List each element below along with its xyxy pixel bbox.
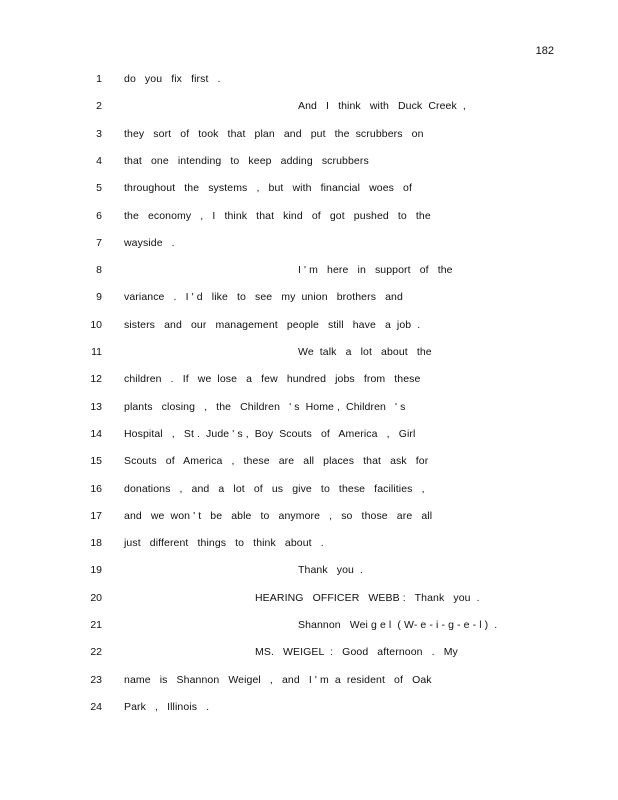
line-text: And I think with Duck Creek , (298, 100, 466, 113)
line-number: 13 (90, 400, 102, 413)
transcript-line (0, 179, 618, 197)
transcript-line (0, 370, 618, 388)
line-text: that one intending to keep adding scrubbers (124, 154, 369, 167)
line-number: 23 (90, 673, 102, 686)
line-number: 6 (96, 209, 102, 222)
transcript-line (0, 70, 618, 88)
transcript-line (0, 452, 618, 470)
line-text: they sort of took that plan and put the scrubbers on (124, 127, 424, 140)
line-text: plants closing , the Children ' s Home , Children ' s (124, 400, 406, 413)
line-text: throughout the systems , but with financial woes of (124, 182, 412, 195)
transcript-line (0, 425, 618, 443)
line-number: 15 (90, 455, 102, 468)
transcript-line (0, 561, 618, 579)
line-text: children . If we lose a few hundred jobs from these (124, 373, 421, 386)
transcript-line (0, 589, 618, 607)
line-number: 18 (90, 537, 102, 550)
line-number: 11 (91, 346, 102, 358)
line-number: 16 (90, 482, 102, 495)
transcript-line (0, 398, 618, 416)
line-number: 7 (96, 236, 102, 249)
line-number: 22 (90, 646, 102, 659)
transcript-line (0, 152, 618, 170)
transcript-line (0, 288, 618, 306)
line-text: Hospital , St . Jude ' s , Boy Scouts of America , Girl (124, 427, 416, 440)
line-text: Scouts of America , these are all places that ask for (124, 455, 429, 468)
transcript-line (0, 234, 618, 252)
line-text: name is Shannon Weigel , and I ' m a resident of Oak (124, 673, 432, 686)
line-number: 20 (90, 591, 102, 604)
transcript-line (0, 261, 618, 279)
line-number: 12 (90, 373, 102, 386)
line-number: 10 (90, 318, 102, 331)
line-text: and we won ' t be able to anymore , so those are all (124, 509, 433, 522)
line-number: 3 (96, 127, 102, 140)
line-text: variance . I ' d like to see my union brothers and (124, 291, 403, 304)
line-text: MS. WEIGEL : Good afternoon . My (255, 646, 458, 659)
line-number: 2 (96, 100, 102, 113)
transcript-line (0, 316, 618, 334)
line-text: We talk a lot about the (298, 346, 432, 358)
transcript-line (0, 698, 618, 716)
transcript-line (0, 616, 618, 634)
transcript-line (0, 507, 618, 525)
line-number: 17 (90, 509, 102, 522)
transcript-line (0, 343, 618, 361)
transcript-line (0, 643, 618, 661)
transcript-line (0, 207, 618, 225)
line-text: do you fix first . (124, 73, 221, 85)
line-text: donations , and a lot of us give to these facilities , (124, 482, 425, 495)
line-text: Shannon Wei g e l ( W- e - i - g - e - l ) . (298, 619, 498, 631)
line-number: 24 (90, 700, 102, 713)
line-number: 14 (90, 427, 102, 440)
transcript-line (0, 125, 618, 143)
line-text: HEARING OFFICER WEBB : Thank you . (255, 591, 480, 604)
line-text: Thank you . (298, 564, 364, 577)
page-number: 182 (535, 45, 554, 57)
line-number: 21 (90, 619, 102, 631)
transcript-line (0, 534, 618, 552)
transcript-line (0, 480, 618, 498)
line-number: 4 (96, 154, 102, 167)
line-number: 8 (96, 264, 102, 277)
line-number: 9 (96, 291, 102, 304)
line-number: 5 (96, 182, 102, 195)
line-number: 1 (96, 73, 102, 85)
line-text: Park , Illinois . (124, 700, 210, 713)
line-text: I ' m here in support of the (298, 264, 453, 277)
line-number: 19 (90, 564, 102, 577)
line-text: wayside . (124, 236, 175, 249)
line-text: just different things to think about . (124, 537, 324, 550)
transcript-line (0, 671, 618, 689)
line-text: the economy , I think that kind of got pushed to the (124, 209, 431, 222)
transcript-line (0, 97, 618, 115)
line-text: sisters and our management people still have a job . (124, 318, 421, 331)
